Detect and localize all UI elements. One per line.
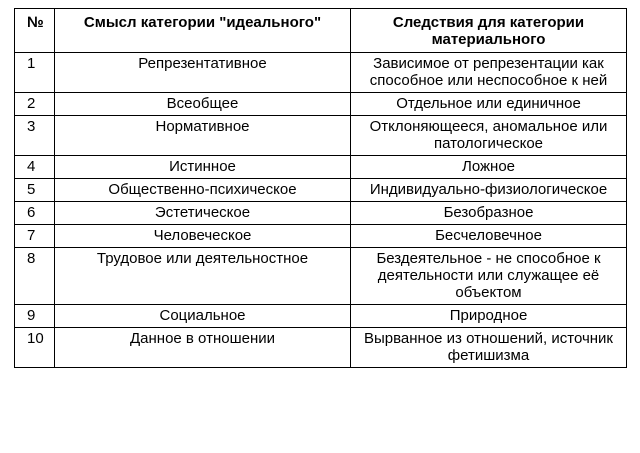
ideal-cell: Человеческое [55,225,351,248]
row-number: 9 [15,305,55,328]
row-number: 7 [15,225,55,248]
table-row [15,305,627,328]
row-number: 3 [15,116,55,156]
row-number: 8 [15,248,55,305]
row-number: 4 [15,156,55,179]
table-row [15,179,627,202]
ideal-cell: Эстетическое [55,202,351,225]
ideal-cell: Истинное [55,156,351,179]
row-number: 6 [15,202,55,225]
material-cell: Бесчеловечное [351,225,627,248]
table-row [15,156,627,179]
material-cell: Бездеятельное - не способное к деятельности или служащее её объектом [351,248,627,305]
table-row [15,93,627,116]
material-cell: Природное [351,305,627,328]
material-cell: Индивидуально-физиологическое [351,179,627,202]
ideal-cell: Общественно-психическое [55,179,351,202]
ideal-cell: Всеобщее [55,93,351,116]
table-row [15,225,627,248]
row-number: 10 [15,328,55,368]
header-number: № [15,9,55,53]
ideal-cell: Данное в отношении [55,328,351,368]
material-cell: Отклоняющееся, аномальное или патологическое [351,116,627,156]
material-cell: Отдельное или единичное [351,93,627,116]
row-number: 2 [15,93,55,116]
header-row [15,9,627,53]
material-cell: Ложное [351,156,627,179]
row-number: 1 [15,53,55,93]
table-row [15,53,627,93]
ideal-cell: Нормативное [55,116,351,156]
row-number: 5 [15,179,55,202]
table-row [15,202,627,225]
material-cell: Зависимое от репрезентации как способное или неспособное к ней [351,53,627,93]
material-cell: Безобразное [351,202,627,225]
table-row [15,328,627,368]
categories-table [14,8,627,368]
table-row [15,116,627,156]
ideal-cell: Социальное [55,305,351,328]
material-cell: Вырванное из отношений, источник фетишизма [351,328,627,368]
header-material-consequence: Следствия для категории материального [351,9,627,53]
table-row [15,248,627,305]
header-ideal-meaning: Смысл категории "идеального" [55,9,351,53]
ideal-cell: Трудовое или деятельностное [55,248,351,305]
ideal-cell: Репрезентативное [55,53,351,93]
